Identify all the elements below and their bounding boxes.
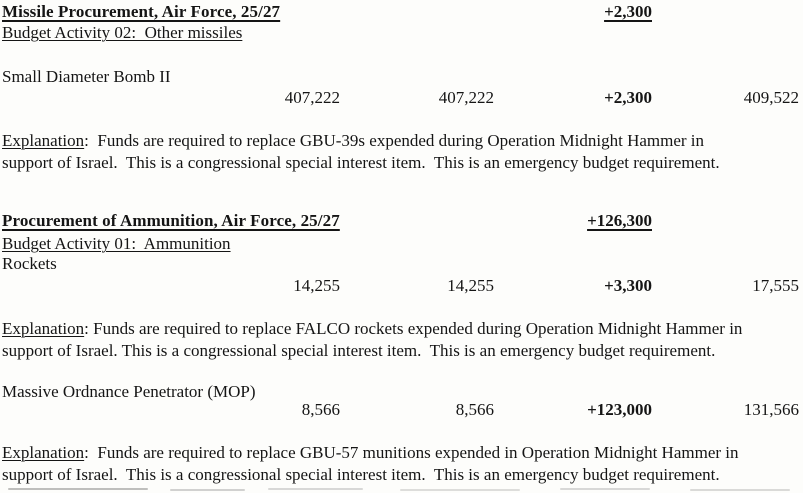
amount-change: +123,000	[587, 400, 652, 419]
scan-artifact	[400, 489, 520, 491]
section-title-missile-procurement: Missile Procurement, Air Force, 25/27	[2, 2, 281, 21]
line-item-name: Rockets	[2, 254, 57, 273]
amount-total: 409,522	[743, 88, 799, 107]
amount-row	[0, 400, 803, 420]
explanation-line-2: support of Israel. This is a congressional special interest item. This is an emergency budget requirement.	[2, 464, 720, 484]
explanation-line-1	[2, 130, 720, 152]
amount-row	[0, 276, 803, 296]
amount-total: 131,566	[743, 400, 799, 419]
scan-artifact	[560, 488, 650, 490]
section-total-amount: +2,300	[604, 2, 652, 21]
explanation-text: : Funds are required to replace FALCO rockets expended during Operation Midnight Hammer in	[84, 319, 743, 338]
amount-base: 8,566	[301, 400, 340, 419]
explanation-text: : Funds are required to replace GBU-57 munitions expended in Operation Midnight Hammer in	[84, 443, 739, 462]
amount-change: +3,300	[604, 276, 652, 295]
scan-artifact	[690, 489, 790, 491]
explanation-label: Explanation	[2, 319, 85, 338]
explanation-paragraph	[2, 442, 739, 485]
line-item-name: Small Diameter Bomb II	[2, 67, 171, 86]
amount-revised: 8,566	[455, 400, 494, 419]
amount-revised: 14,255	[447, 276, 494, 295]
scan-artifact	[170, 489, 245, 491]
explanation-line-1	[2, 442, 739, 464]
budget-activity-line: Budget Activity 02: Other missiles	[2, 23, 243, 42]
explanation-paragraph	[2, 318, 742, 361]
section-title-procurement-ammunition: Procurement of Ammunition, Air Force, 25/27	[2, 211, 340, 230]
budget-activity-line: Budget Activity 01: Ammunition	[2, 234, 231, 253]
explanation-line-1	[2, 318, 742, 340]
amount-total: 17,555	[752, 276, 799, 295]
scan-artifact	[268, 488, 363, 490]
explanation-text: : Funds are required to replace GBU-39s expended during Operation Midnight Hammer in	[84, 131, 705, 150]
explanation-line-2: support of Israel. This is a congressional special interest item. This is an emergency budget requirement.	[2, 152, 720, 172]
amount-base: 14,255	[293, 276, 340, 295]
amount-row	[0, 88, 803, 108]
explanation-label: Explanation	[2, 443, 85, 462]
explanation-line-2: support of Israel. This is a congressional special interest item. This is an emergency budget requirement.	[2, 340, 716, 360]
explanation-paragraph	[2, 130, 720, 173]
amount-change: +2,300	[604, 88, 652, 107]
amount-base: 407,222	[284, 88, 340, 107]
line-item-name: Massive Ordnance Penetrator (MOP)	[2, 382, 256, 401]
section-total-amount: +126,300	[587, 211, 652, 230]
explanation-label: Explanation	[2, 131, 85, 150]
amount-revised: 407,222	[438, 88, 494, 107]
scan-artifact	[8, 488, 148, 490]
